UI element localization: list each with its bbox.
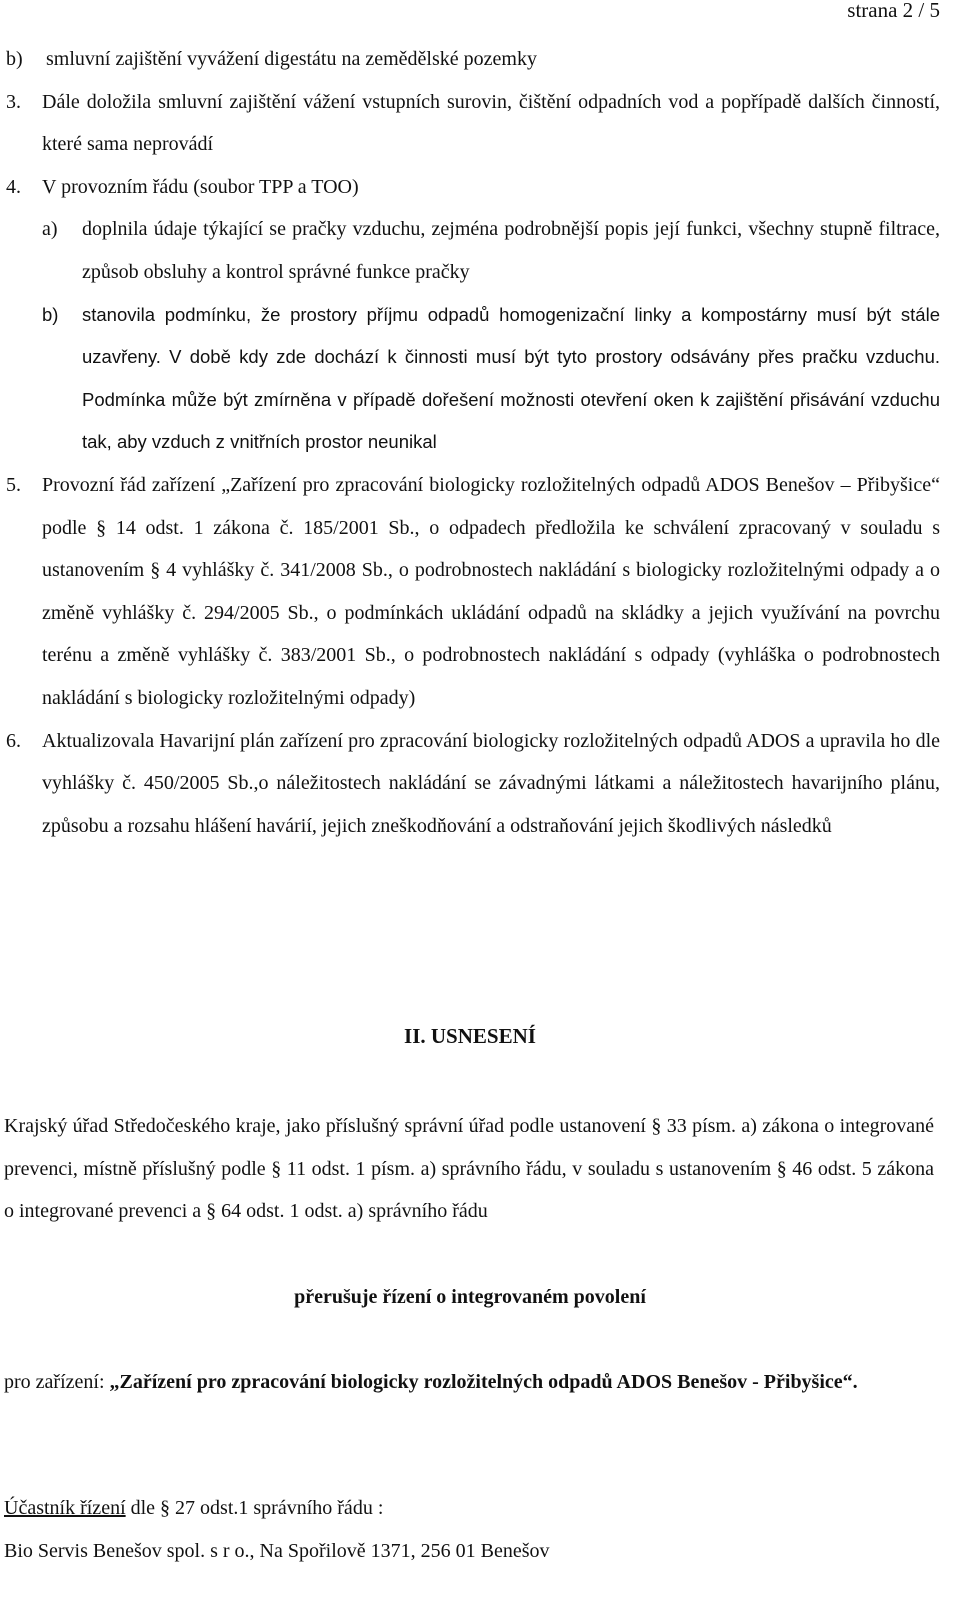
facility-name: „Zařízení pro zpracování biologicky rozložitelných odpadů ADOS Benešov - Přibyšice“. [109,1371,858,1393]
list-item-4 [6,166,940,464]
page-number: strana 2 / 5 [847,0,940,22]
sub-item-text: stanovila podmínku, že prostory příjmu odpadů homogenizační linky a kompostárny musí být stále uzavřeny. V době kdy zde dochází k činnosti musí být tyto prostory odsávány přes pračku vzduchu. Podmínka může být zmírněna v případě dořešení možnosti otevření oken k zajištění přisávání vzduchu tak, aby vzduch z vnitřních prostor neunikal [82,303,940,453]
sub-item-label: b) [42,303,59,325]
item-text: Provozní řád zařízení „Zařízení pro zpracování biologicky rozložitelných odpadů ADOS Benešov – Přibyšice“ podle § 14 odst. 1 zákona č. 185/2001 Sb., o odpadech předložila ke schválení zpracovaný v souladu s ustanovením § 4 vyhlášky č. 341/2008 Sb., o podrobnostech nakládání s biologicky rozložitelnými odpady a o změně vyhlášky č. 294/2005 Sb., o podmínkách ukládání odpadů na skládky a jejich využívání na povrchu terénu a změně vyhlášky č. 383/2001 Sb., o podrobnostech nakládání s odpady (vyhláška o podrobnostech nakládání s biologicky rozložitelnými odpady) [42,473,940,709]
participant-label: Účastník řízení [4,1497,126,1519]
item-text: smluvní zajištění vyvážení digestátu na zemědělské pozemky [46,48,537,70]
item-body [42,166,940,464]
sub-item-b [42,294,940,464]
sub-item-text: doplnila údaje týkající se pračky vzduchu, zejména podrobnější popis její funkci, všechny stupně filtrace, způsob obsluhy a kontrol správné funkce pračky [82,218,940,283]
item-text: Dále doložila smluvní zajištění vážení vstupních surovin, čištění odpadních vod a popřípadě dalších činností, které sama neprovádí [42,90,940,156]
list-item-6 [6,720,940,848]
facility-prefix: pro zařízení: [4,1371,110,1393]
facility-paragraph [4,1361,934,1404]
decision-text: přerušuje řízení o integrovaném povolení [294,1286,646,1308]
item-label: 4. [6,175,21,198]
item-text: V provozním řádu (soubor TPP a TOO) [42,175,359,198]
item-label: b) [6,48,23,70]
list-item-b [6,38,940,81]
decision-statement [0,1276,940,1319]
list-item-5 [6,464,940,720]
section-heading: II. USNESENÍ [404,1024,536,1048]
participant-rest: dle § 27 odst.1 správního řádu : [125,1497,384,1519]
conditions-list [6,38,940,847]
item-text: Aktualizovala Havarijní plán zařízení pro zpracování biologicky rozložitelných odpadů ADOS a upravila ho dle vyhlášky č. 450/2005 Sb.,o náležitostech nakládání se závadnými látkami a náležitostech havarijního plánu, způsobu a rozsahu hlášení havárií, jejich zneškodňování a odstraňování jejich škodlivých následků [42,729,940,837]
item-label: 3. [6,90,21,113]
list-item-3 [6,81,940,166]
sub-item-a [42,208,940,293]
participant-line [4,1487,934,1530]
resolution-intro: Krajský úřad Středočeského kraje, jako příslušný správní úřad podle ustanovení § 33 písm. a) zákona o integrované prevenci, místně příslušný podle § 11 odst. 1 písm. a) správního řádu, v souladu s ustanovením § 46 odst. 5 zákona o integrované prevenci a § 64 odst. 1 odst. a) správního řádu [4,1115,934,1223]
item-label: 6. [6,729,21,752]
participant-address: Bio Servis Benešov spol. s r o., Na Spořilově 1371, 256 01 Benešov [4,1540,550,1562]
item-label: 5. [6,473,21,496]
sub-item-label: a) [42,218,58,241]
